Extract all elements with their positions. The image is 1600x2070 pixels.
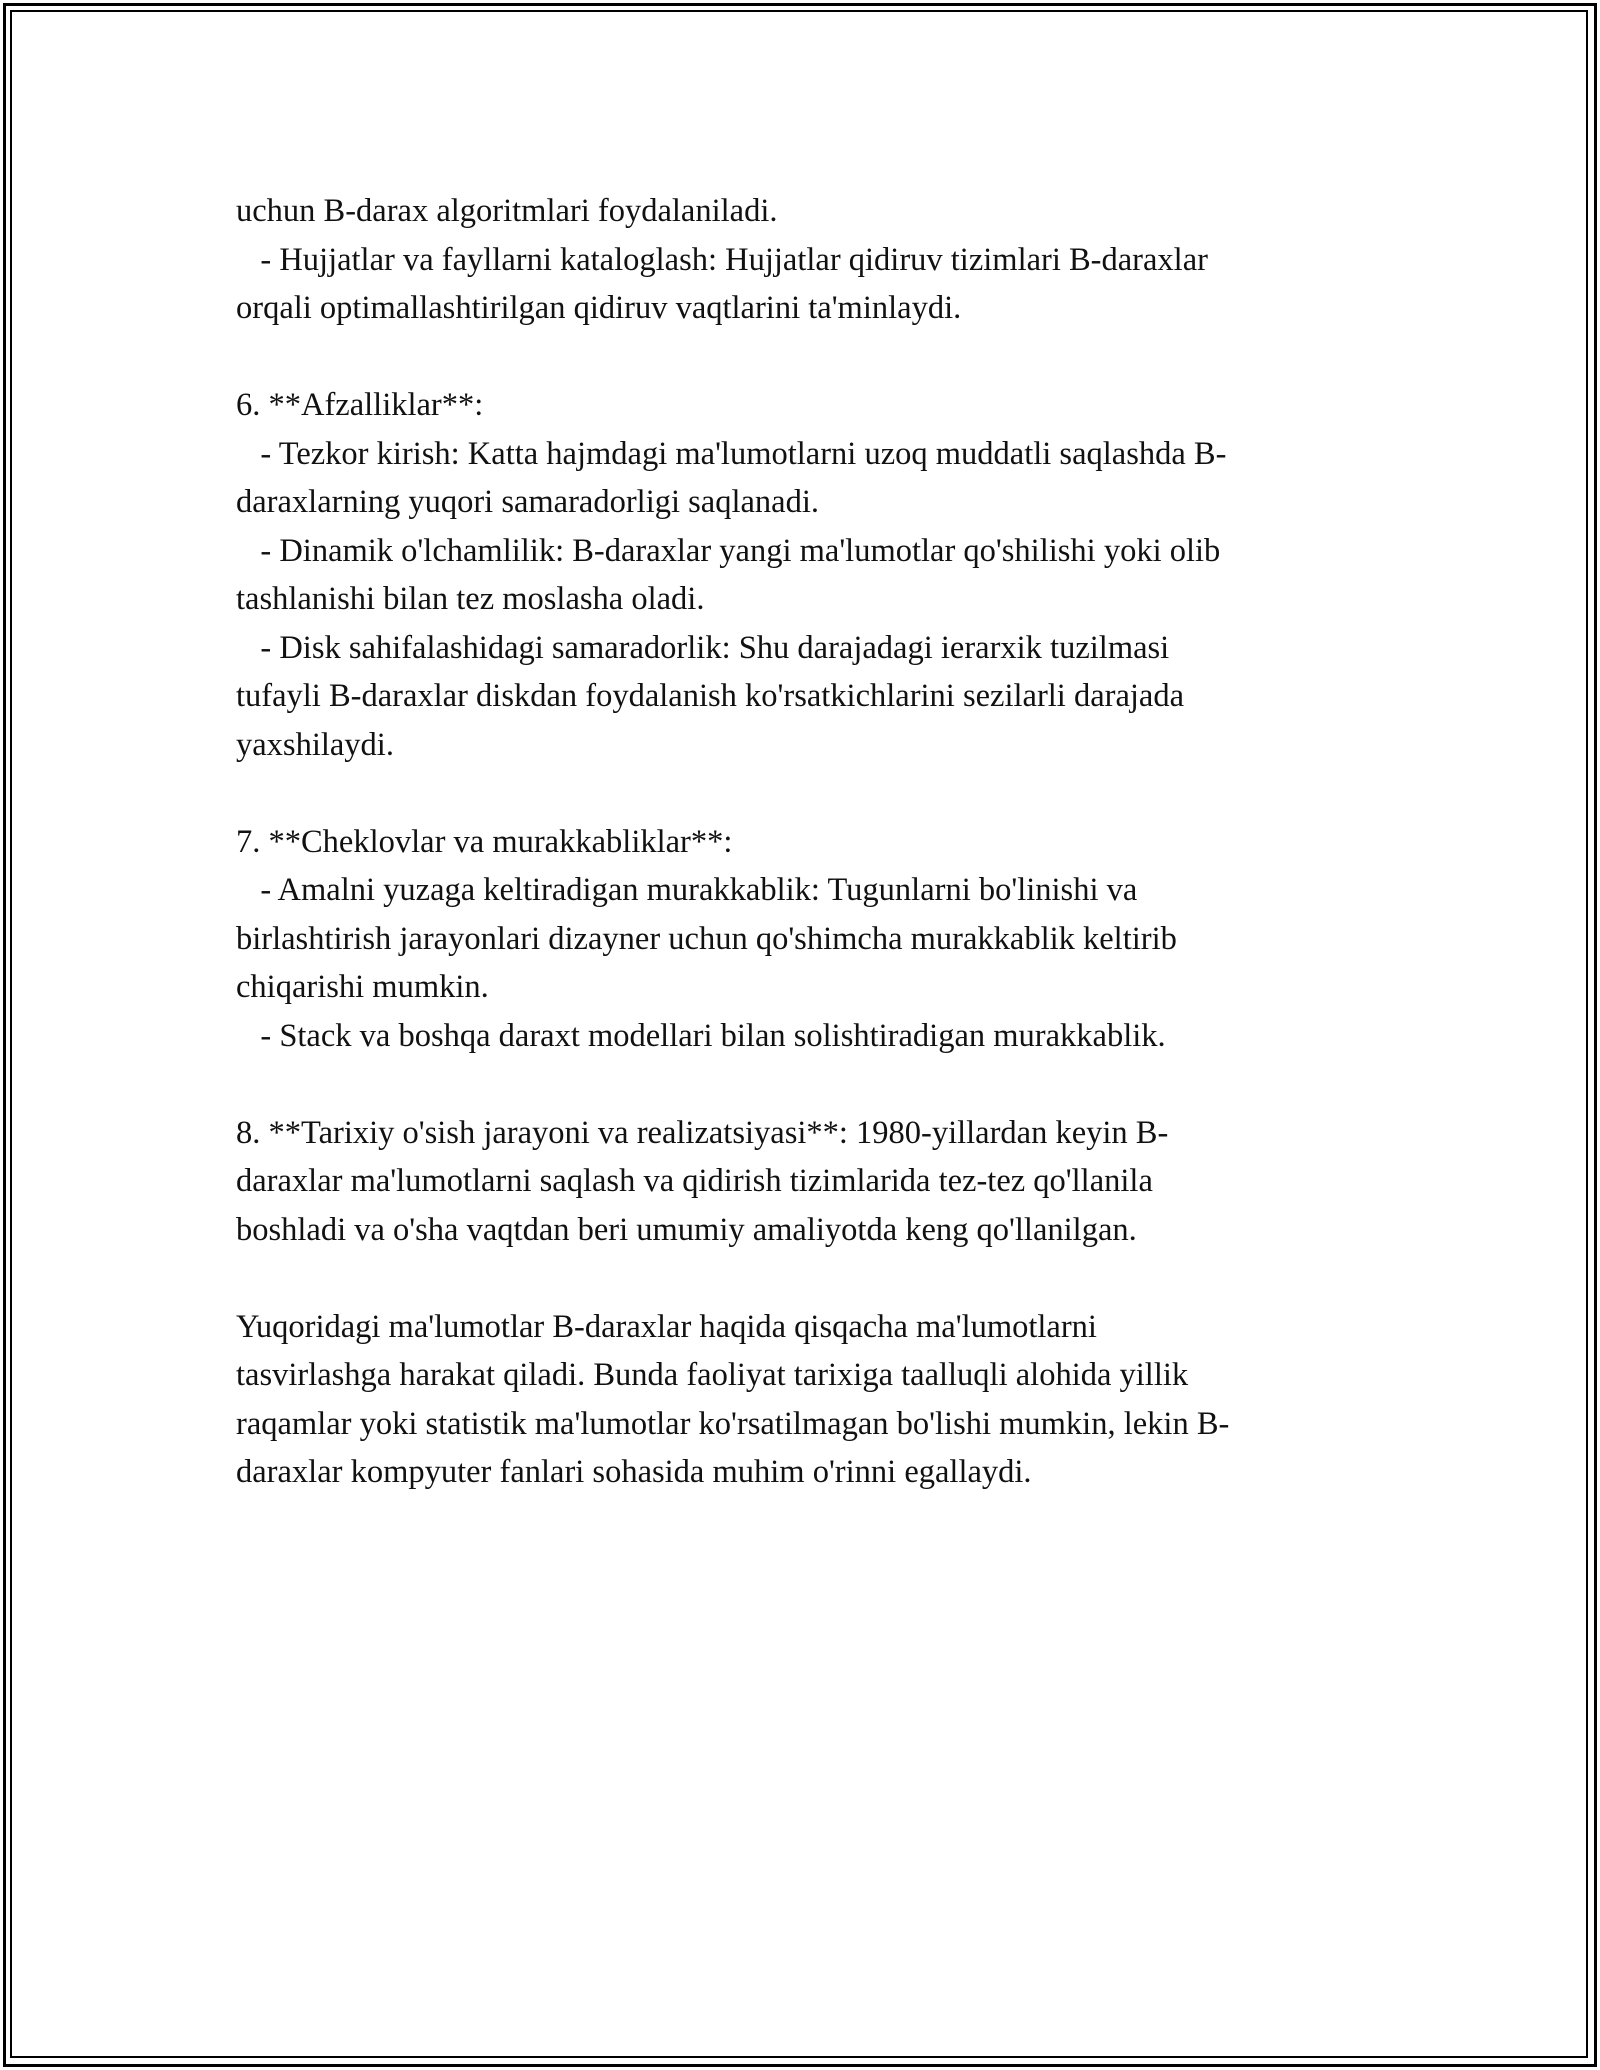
text-line: chiqarishi mumkin. [236, 969, 489, 1005]
paragraph-gap [236, 769, 1376, 818]
text-line: uchun B-darax algoritmlari foydalaniladi. [236, 193, 778, 229]
text-line: yaxshilaydi. [236, 726, 394, 763]
section-heading: 8. **Tarixiy o'sish jarayoni va realizatsiyasi**: 1980-yillardan keyin B- [236, 1114, 1169, 1151]
text-line: raqamlar yoki statistik ma'lumotlar ko'rsatilmagan bo'lishi mumkin, lekin B- [236, 1405, 1230, 1442]
paragraph-gap [236, 1254, 1376, 1303]
document-body [236, 187, 1376, 1497]
paragraph-gap [236, 1060, 1376, 1109]
text-line: tasvirlashga harakat qiladi. Bunda faoliyat tarixiga taalluqli alohida yillik [236, 1357, 1189, 1393]
text-line: - Disk sahifalashidagi samaradorlik: Shu darajadagi ierarxik tuzilmasi [236, 629, 1170, 666]
text-line: - Amalni yuzaga keltiradigan murakkablik: Tugunlarni bo'linishi va [236, 872, 1138, 908]
text-line: boshladi va o'sha vaqtdan beri umumiy amaliyotda keng qo'llanilgan. [236, 1211, 1137, 1248]
text-line: birlashtirish jarayonlari dizayner uchun qo'shimcha murakkablik keltirib [236, 920, 1177, 957]
section-heading: 7. **Cheklovlar va murakkabliklar**: [236, 823, 733, 860]
paragraph-gap [236, 333, 1376, 382]
text-line: - Tezkor kirish: Katta hajmdagi ma'lumotlarni uzoq muddatli saqlashda B- [236, 435, 1227, 472]
text-line: - Dinamik o'lchamlilik: B-daraxlar yangi ma'lumotlar qo'shilishi yoki olib [236, 532, 1221, 569]
text-line: tufayli B-daraxlar diskdan foydalanish ko'rsatkichlarini sezilarli darajada [236, 678, 1185, 714]
text-line: Yuqoridagi ma'lumotlar B-daraxlar haqida qisqacha ma'lumotlarni [236, 1308, 1097, 1345]
text-line: daraxlarning yuqori samaradorligi saqlanadi. [236, 484, 820, 520]
text-line: tashlanishi bilan tez moslasha oladi. [236, 581, 705, 617]
text-line: daraxlar kompyuter fanlari sohasida muhim o'rinni egallaydi. [236, 1454, 1032, 1490]
text-line: daraxlar ma'lumotlarni saqlash va qidirish tizimlarida tez-tez qo'llanila [236, 1163, 1153, 1199]
text-line: - Hujjatlar va fayllarni kataloglash: Hujjatlar qidiruv tizimlari B-daraxlar [236, 241, 1208, 278]
section-heading: 6. **Afzalliklar**: [236, 387, 484, 423]
text-line: - Stack va boshqa daraxt modellari bilan solishtiradigan murakkablik. [236, 1017, 1166, 1054]
text-line: orqali optimallashtirilgan qidiruv vaqtlarini ta'minlaydi. [236, 290, 962, 326]
